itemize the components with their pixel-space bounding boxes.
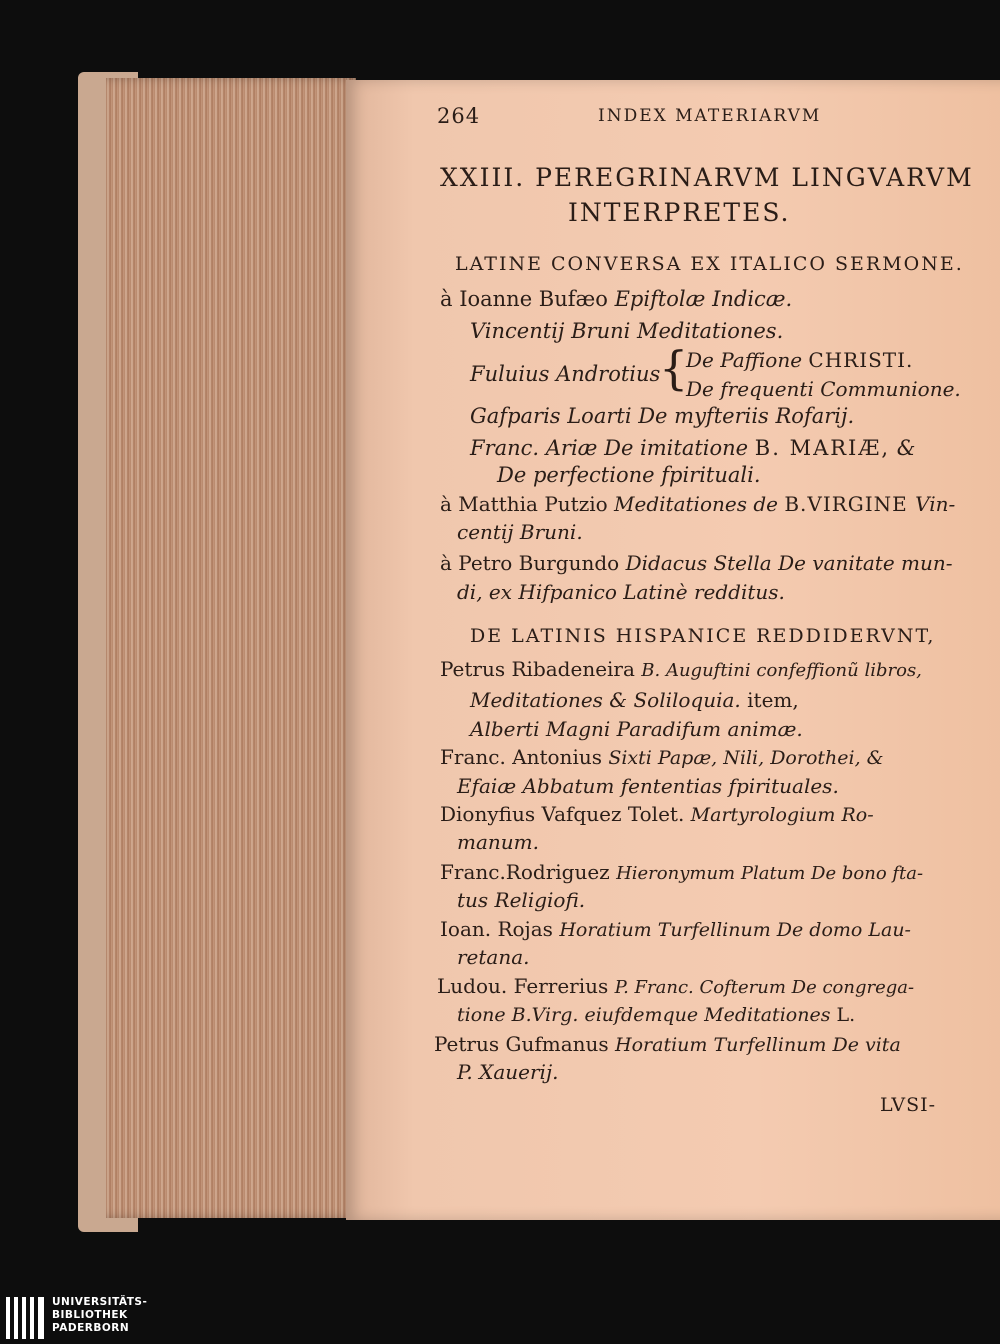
entry-line: Franc.Rodriguez Hieronymum Platum De bono fta- (440, 860, 924, 884)
book (78, 62, 1000, 1232)
catchword: LVSI- (880, 1094, 937, 1116)
page-block-fore-edge (106, 78, 356, 1218)
entry-line: Efaiæ Abbatum fententias fpirituales. (457, 774, 839, 798)
entry-line: Ludou. Ferrerius P. Franc. Cofterum De congrega- (437, 974, 915, 998)
entry-line: Meditationes & Soliloquia. item, (470, 688, 799, 712)
entry-line: Alberti Magni Paradifum animæ. (470, 717, 803, 741)
entry-line: Vincentij Bruni Meditationes. (470, 319, 784, 343)
section-title-line1: XXIII. PEREGRINARVM LINGVARVM (440, 163, 974, 192)
entry-line: tus Religiofi. (457, 888, 586, 912)
subsection-heading-italian: LATINE CONVERSA EX ITALICO SERMONE. (455, 253, 964, 275)
subsection-heading-spanish: DE LATINIS HISPANICE REDDIDERVNT, (470, 625, 936, 647)
entry-line: Fuluius Androtius (470, 362, 661, 386)
section-title-line2: INTERPRETES. (568, 198, 791, 227)
footer-bar (0, 1293, 1000, 1344)
page-number: 264 (437, 104, 481, 128)
entry-line: De frequenti Communione. (686, 377, 961, 401)
entry-line: De Paffione CHRISTI. (686, 348, 914, 372)
entry-line: retana. (457, 945, 530, 969)
entry-line: manum. (457, 830, 539, 854)
library-name-line3: PADERBORN (52, 1322, 130, 1334)
entry-line: De perfectione fpirituali. (497, 463, 761, 487)
library-logo-icon (6, 1297, 46, 1339)
library-name-line2: BIBLIOTHEK (52, 1309, 128, 1321)
brace: { (659, 341, 689, 395)
entry-line: tione B.Virg. eiufdemque Meditationes L. (457, 1004, 856, 1026)
entry-line: Gafparis Loarti De myfteriis Rofarij. (470, 404, 855, 428)
entry-line: P. Xauerij. (457, 1060, 559, 1084)
entry-line: à Petro Burgundo Didacus Stella De vanitate mun- (440, 551, 953, 575)
entry-line: di, ex Hifpanico Latinè redditus. (457, 580, 785, 604)
library-name (52, 1296, 147, 1335)
entry-line: centij Bruni. (457, 520, 583, 544)
entry-line: Franc. Ariæ De imitatione B. MARIÆ, & (470, 436, 916, 460)
library-name-line1: UNIVERSITÄTS- (52, 1296, 148, 1308)
entry-line: Ioan. Rojas Horatium Turfellinum De domo Lau- (440, 917, 911, 941)
entry-line: à Ioanne Bufæo Epiftolæ Indicæ. (440, 287, 793, 311)
entry-line: Franc. Antonius Sixti Papæ, Nili, Dorothei, & (440, 745, 884, 769)
entry-line: à Matthia Putzio Meditationes de B.VIRGINE Vin- (440, 492, 956, 516)
running-head: INDEX MATERIARVM (598, 106, 822, 126)
entry-line: Dionyfius Vafquez Tolet. Martyrologium Ro- (440, 802, 874, 826)
entry-line: Petrus Gufmanus Horatium Turfellinum De vita (434, 1032, 901, 1056)
entry-line: Petrus Ribadeneira B. Auguftini confeffionũ libros, (440, 657, 922, 681)
